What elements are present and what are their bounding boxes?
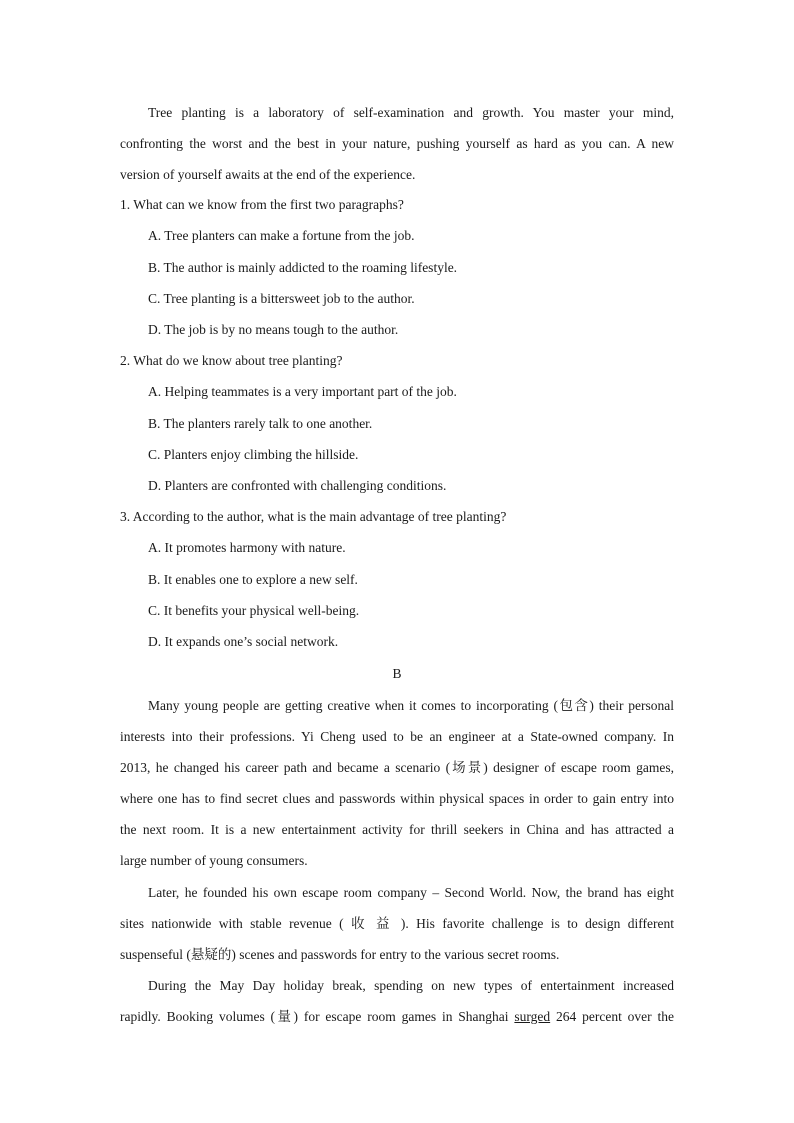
- text-line: confronting the worst and the best in your nature, pushing yourself as hard as you can. A new: [120, 136, 674, 151]
- question-2-option-a: A. Helping teammates is a very important part of the job.: [148, 384, 457, 399]
- question-3-option-a: A. It promotes harmony with nature.: [148, 540, 346, 555]
- text-segment: rapidly. Booking volumes (量) for escape room games in Shanghai: [120, 1009, 515, 1024]
- question-1-stem: 1. What can we know from the first two paragraphs?: [120, 197, 404, 212]
- text-line: [120, 1001, 674, 1032]
- passage-b-paragraph-3: [120, 970, 674, 1032]
- text-line: Later, he founded his own escape room company – Second World. Now, the brand has eight: [148, 885, 674, 900]
- question-2-option-d: D. Planters are confronted with challenging conditions.: [148, 478, 447, 493]
- question-3-option-b: B. It enables one to explore a new self.: [148, 572, 358, 587]
- text-line: During the May Day holiday break, spending on new types of entertainment increased: [148, 978, 674, 993]
- passage-b-paragraph-2: [120, 877, 674, 970]
- text-line: where one has to find secret clues and passwords within physical spaces in order to gain entry into: [120, 791, 674, 806]
- passage-b-paragraph-1: [120, 690, 674, 876]
- question-2-option-c: C. Planters enjoy climbing the hillside.: [148, 447, 359, 462]
- section-heading: B: [392, 666, 402, 681]
- passage-a-closing-paragraph: [120, 97, 674, 190]
- question-1-option-c: C. Tree planting is a bittersweet job to the author.: [148, 291, 415, 306]
- text-line: sites nationwide with stable revenue ( 收 益 ). His favorite challenge is to design different: [120, 916, 674, 931]
- text-line: interests into their professions. Yi Cheng used to be an engineer at a State-owned company. In: [120, 729, 674, 744]
- question-1-option-b: B. The author is mainly addicted to the roaming lifestyle.: [148, 260, 458, 275]
- text-line: large number of young consumers.: [120, 853, 308, 868]
- text-line: suspenseful (悬疑的) scenes and passwords for entry to the various secret rooms.: [120, 947, 560, 962]
- question-3-option-d: D. It expands one’s social network.: [148, 634, 339, 649]
- question-3-option-c: C. It benefits your physical well-being.: [148, 603, 360, 618]
- question-1-option-d: D. The job is by no means tough to the author.: [148, 322, 399, 337]
- question-3-stem: 3. According to the author, what is the main advantage of tree planting?: [120, 509, 507, 524]
- underlined-word: surged: [514, 1009, 551, 1024]
- question-2-option-b: B. The planters rarely talk to one another.: [148, 416, 373, 431]
- question-2-stem: 2. What do we know about tree planting?: [120, 353, 343, 368]
- text-line: Tree planting is a laboratory of self-examination and growth. You master your mind,: [148, 105, 674, 120]
- text-line: Many young people are getting creative when it comes to incorporating (包含) their personal: [148, 698, 674, 713]
- text-line: version of yourself awaits at the end of the experience.: [120, 167, 416, 182]
- question-1-option-a: A. Tree planters can make a fortune from the job.: [148, 228, 415, 243]
- text-segment: 264 percent over the: [550, 1009, 674, 1024]
- text-line: the next room. It is a new entertainment activity for thrill seekers in China and has attracted a: [120, 822, 674, 837]
- text-line: 2013, he changed his career path and became a scenario (场景) designer of escape room games,: [120, 760, 674, 775]
